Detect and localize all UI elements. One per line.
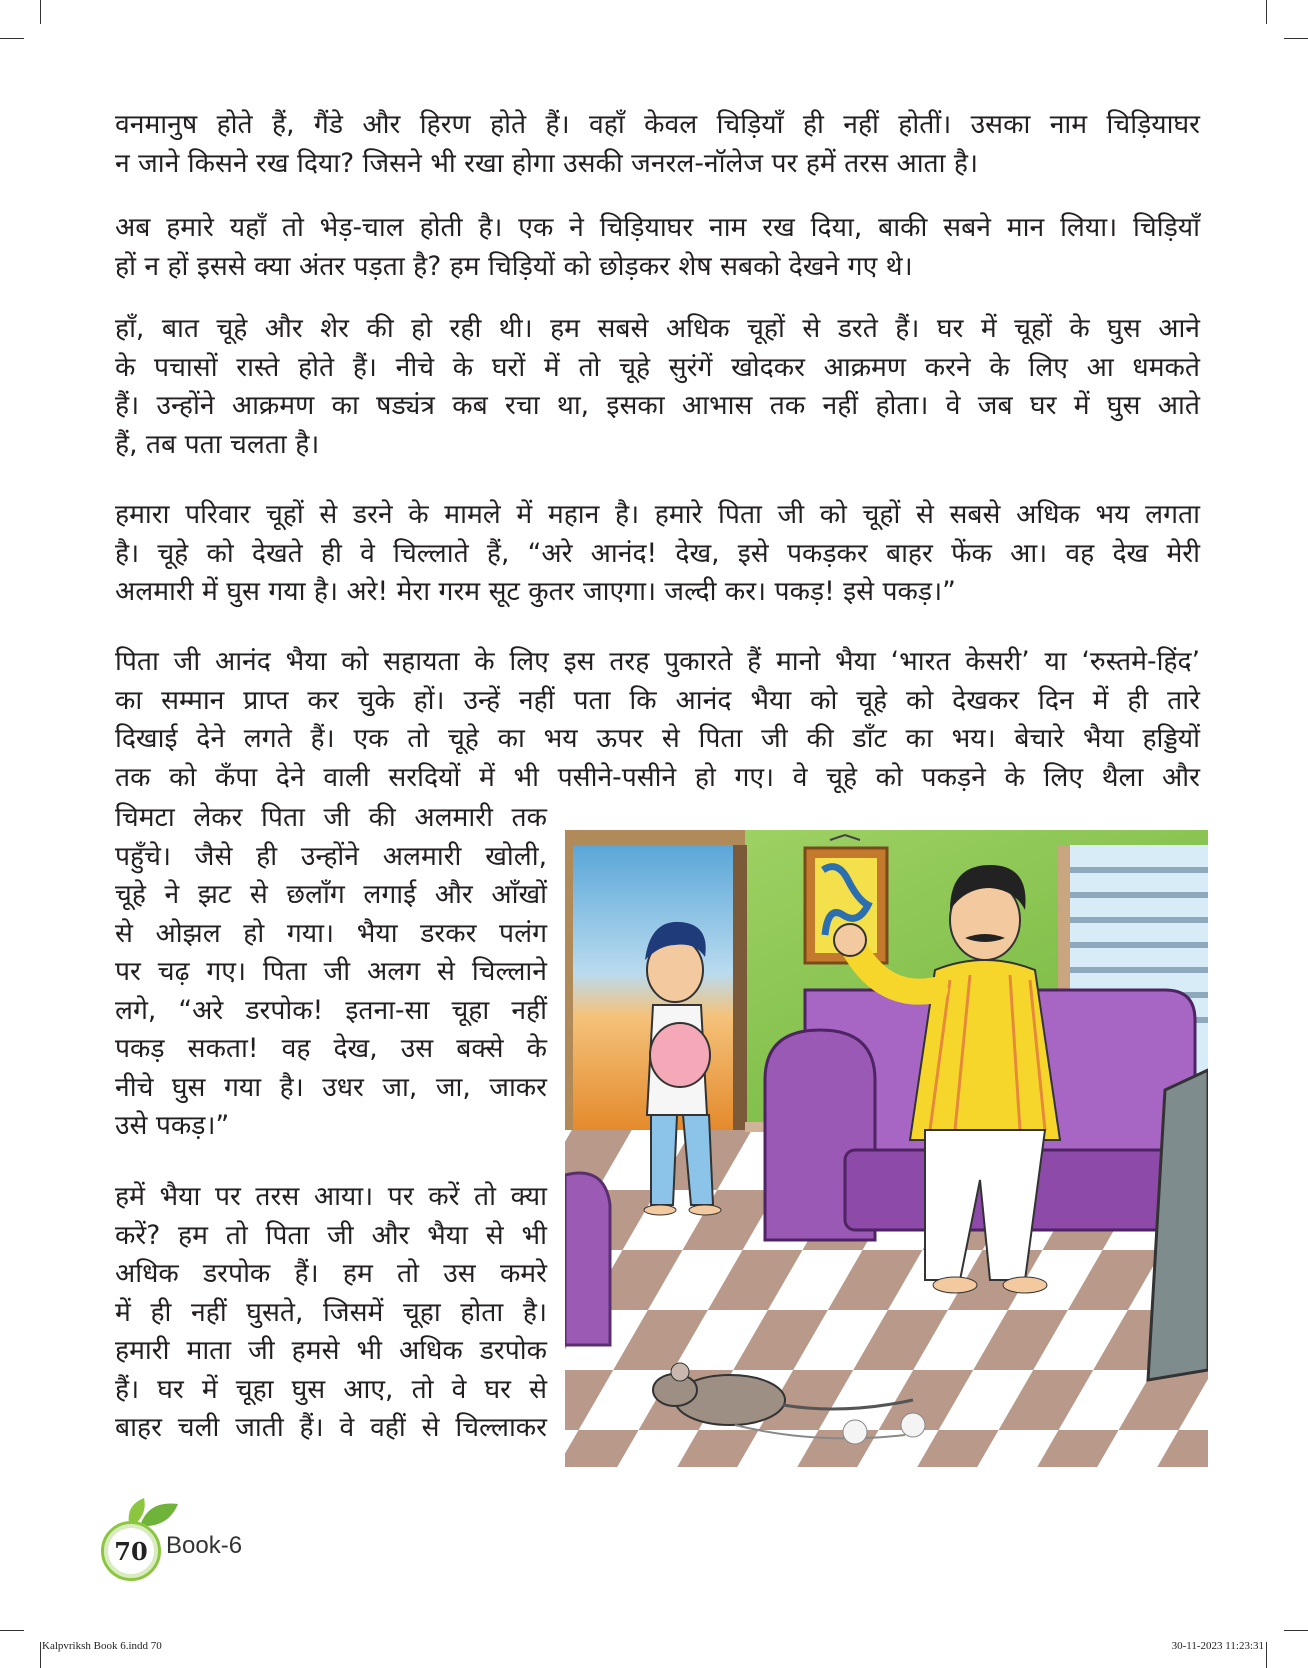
story-illustration bbox=[565, 830, 1208, 1467]
text-line: हमें भैया पर तरस आया। पर करें तो क्या bbox=[115, 1181, 547, 1212]
paragraph-6 bbox=[115, 799, 547, 1146]
crop-mark-top-right bbox=[1266, 0, 1267, 24]
crop-mark-bottom-left-h bbox=[0, 1630, 24, 1631]
text-line: करें? हम तो पिता जी और भैया से भी bbox=[115, 1219, 547, 1251]
page-number: 70 bbox=[101, 1521, 161, 1581]
text-line: न जाने किसने रख दिया? जिसने भी रखा होगा उसकी जनरल-नॉलेज पर हमें तरस आता है। bbox=[115, 147, 979, 179]
crop-mark-top-right-h bbox=[1284, 38, 1308, 39]
text-line: दिखाई देने लगते हैं। एक तो चूहे का भय ऊपर से पिता जी की डाँट का भय। बेचारे भैया हड्डियों bbox=[115, 723, 1200, 754]
text-line: चूहे ने झट से छलाँग लगाई और आँखों bbox=[115, 879, 547, 910]
text-line: से ओझल हो गया। भैया डरकर पलंग bbox=[115, 917, 547, 949]
book-label: Book-6 bbox=[166, 1532, 243, 1559]
text-line: तक को कँपा देने वाली सरदियों में भी पसीने-पसीने हो गए। वे चूहे को पकड़ने के लिए थैला और bbox=[115, 761, 1200, 793]
text-line: अलमारी में घुस गया है। अरे! मेरा गरम सूट कुतर जाएगा। जल्दी कर। पकड़! इसे पकड़।” bbox=[115, 576, 956, 607]
text-line: पहुँचे। जैसे ही उन्होंने अलमारी खोली, bbox=[115, 840, 547, 872]
text-line: बाहर चली जाती हैं। वे वहीं से चिल्लाकर bbox=[115, 1412, 547, 1443]
paragraph-3 bbox=[115, 310, 1200, 464]
text-line: है। चूहे को देखते ही वे चिल्लाते हैं, “अरे आनंद! देख, इसे पकड़कर बाहर फेंक आ। वह देख मेरी bbox=[115, 537, 1200, 569]
text-line: लगे, “अरे डरपोक! इतना-सा चूहा नहीं bbox=[115, 994, 547, 1026]
text-line: हमारी माता जी हमसे भी अधिक डरपोक bbox=[115, 1335, 547, 1366]
text-line: नीचे घुस गया है। उधर जा, जा, जाकर bbox=[115, 1071, 547, 1103]
text-line: हैं, तब पता चलता है। bbox=[115, 428, 320, 460]
text-line: हमारा परिवार चूहों से डरने के मामले में महान है। हमारे पिता जी को चूहों से सबसे अधिक भय लगता bbox=[115, 499, 1200, 530]
text-line: हाँ, बात चूहे और शेर की हो रही थी। हम सबसे अधिक चूहों से डरते हैं। घर में चूहों के घुस आने bbox=[115, 313, 1200, 344]
paragraph-7 bbox=[115, 1178, 547, 1448]
crop-mark-bottom-left bbox=[40, 1642, 41, 1668]
footer-timestamp: 30-11-2023 11:23:31 bbox=[1171, 1640, 1264, 1652]
text-line: हैं। घर में चूहा घुस आए, तो वे घर से bbox=[115, 1373, 547, 1405]
crop-mark-top-left-h bbox=[0, 38, 24, 39]
text-line: पिता जी आनंद भैया को सहायता के लिए इस तरह पुकारते हैं मानो भैया ‘भारत केसरी’ या ‘रुस्तमे-हिंद’ bbox=[115, 646, 1200, 677]
crop-mark-bottom-right-h bbox=[1284, 1630, 1308, 1631]
text-line: अब हमारे यहाँ तो भेड़-चाल होती है। एक ने चिड़ियाघर नाम रख दिया, बाकी सबने मान लिया। चिड़ियाँ bbox=[115, 212, 1200, 243]
text-line: उसे पकड़।” bbox=[115, 1110, 230, 1141]
text-line: हों न हों इससे क्या अंतर पड़ता है? हम चिड़ियों को छोड़कर शेष सबको देखने गए थे। bbox=[115, 250, 913, 282]
text-line: हैं। उन्होंने आक्रमण का षड्यंत्र कब रचा था, इसका आभास तक नहीं होता। वे जब घर में घुस आते bbox=[115, 390, 1200, 421]
text-line: का सम्मान प्राप्त कर चुके हों। उन्हें नहीं पता कि आनंद भैया को चूहे को देखकर दिन में ही तारे bbox=[115, 684, 1200, 716]
text-line: चिमटा लेकर पिता जी की अलमारी तक bbox=[115, 802, 547, 833]
footer-file-info: Kalpvriksh Book 6.indd 70 bbox=[42, 1640, 162, 1652]
text-line: वनमानुष होते हैं, गैंडे और हिरण होते हैं। वहाँ केवल चिड़ियाँ ही नहीं होतीं। उसका नाम चिड़ियाघर bbox=[115, 109, 1200, 140]
text-line: के पचासों रास्ते होते हैं। नीचे के घरों में तो चूहे सुरंगें खोदकर आक्रमण करने के लिए आ धमकते bbox=[115, 351, 1200, 383]
crop-mark-top-left bbox=[40, 0, 41, 24]
text-line: पर चढ़ गए। पिता जी अलग से चिल्लाने bbox=[115, 956, 547, 987]
paragraph-2 bbox=[115, 209, 1200, 286]
text-line: पकड़ सकता! वह देख, उस बक्से के bbox=[115, 1033, 547, 1064]
sofa-left-shape bbox=[565, 1173, 610, 1345]
paragraph-1 bbox=[115, 106, 1200, 183]
crop-mark-bottom-right bbox=[1266, 1642, 1267, 1668]
text-line: अधिक डरपोक हैं। हम तो उस कमरे bbox=[115, 1258, 547, 1289]
text-line: में ही नहीं घुसते, जिसमें चूहा होता है। bbox=[115, 1296, 547, 1328]
paragraph-4 bbox=[115, 496, 1200, 612]
paragraph-5 bbox=[115, 643, 1200, 797]
